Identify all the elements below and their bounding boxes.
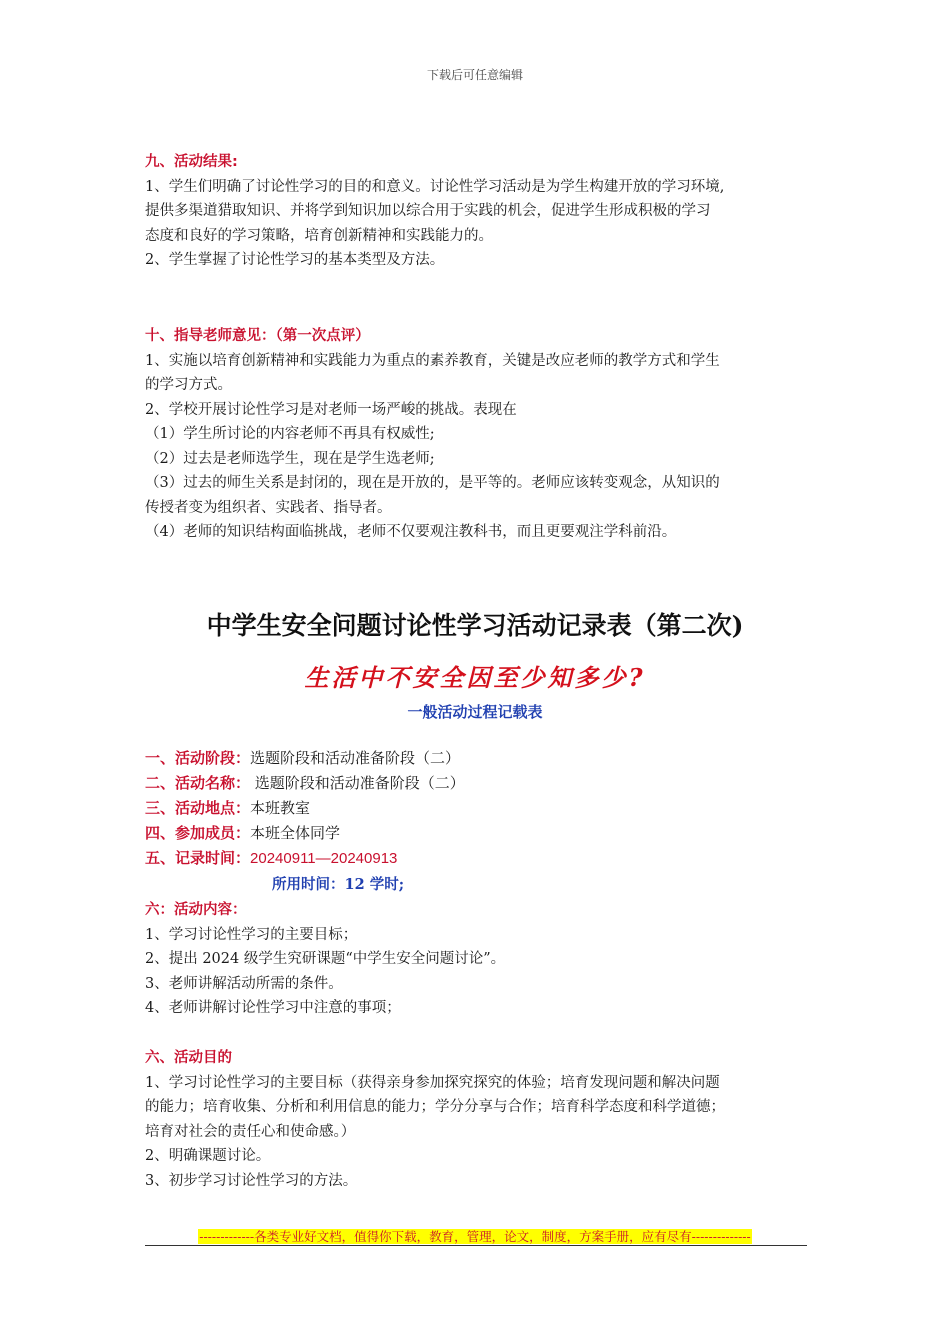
info-label: 一、活动阶段： (145, 749, 251, 767)
section-activity-content (145, 898, 810, 1021)
paragraph-line: （4）老师的知识结构面临挑战，老师不仅要观注教科书，而且更要观注学科前沿。 (145, 524, 677, 540)
document-title: 中学生安全问题讨论性学习活动记录表（第二次) (206, 611, 744, 640)
paragraph-line: 2、学校开展讨论性学习是对老师一场严峻的挑战。表现在 (145, 401, 517, 418)
paragraph-line: 培育对社会的责任心和使命感。） (145, 1123, 356, 1140)
section-heading: 六、活动目的 (145, 1050, 232, 1066)
info-value: 本班全体同学 (250, 824, 341, 842)
info-row (145, 746, 810, 771)
paragraph-line: 2、提出 2024 级学生究研课题“中学生安全问题讨论”。 (145, 951, 506, 967)
footer-text: -------------各类专业好文档，值得你下载，教育，管理，论文，制度，方案手册，应有尽有-------------- (199, 1229, 751, 1244)
info-row (145, 821, 810, 846)
paragraph-line: 传授者变为组织者、实践者、指导者。 (145, 499, 392, 516)
info-value: 选题阶段和活动准备阶段（二） (250, 749, 461, 767)
footer-divider (145, 1245, 807, 1246)
paragraph-line: 提供多渠道猎取知识、并将学到知识加以综合用于实践的机会，促进学生形成积极的学习 (145, 203, 711, 219)
paragraph-line: （2）过去是老师选学生，现在是学生选老师; (145, 450, 435, 467)
section-heading: 六：活动内容： (145, 902, 247, 918)
paragraph-line: 1、学习讨论性学习的主要目标； (145, 926, 358, 943)
section-teacher-opinion (145, 324, 810, 545)
document-subtitle: 生活中不安全因至少知多少? (304, 663, 646, 692)
paragraph-line: 态度和良好的学习策略，培育创新精神和实践能力的。 (145, 227, 493, 244)
paragraph-line: 2、学生掌握了讨论性学习的基本类型及方法。 (145, 252, 445, 268)
paragraph-line: 3、老师讲解活动所需的条件。 (145, 975, 343, 992)
paragraph-line: 2、明确课题讨论。 (145, 1148, 271, 1164)
paragraph-line: （3）过去的师生关系是封闭的，现在是开放的，是平等的。老师应该转变观念，从知识的 (145, 475, 720, 491)
paragraph-line: 1、学生们明确了讨论性学习的目的和意义。讨论性学习活动是为学生构建开放的学习环境, (145, 178, 725, 195)
paragraph-line: 1、实施以培育创新精神和实践能力为重点的素养教育，关键是改应老师的教学方式和学生 (145, 352, 720, 369)
info-row (145, 846, 810, 871)
paragraph-line: 4、老师讲解讨论性学习中注意的事项； (145, 1000, 401, 1016)
info-value: 20240911—20240913 (250, 850, 398, 867)
info-label: 三、活动地点： (145, 799, 251, 817)
page-footer (0, 1227, 950, 1245)
table-title: 一般活动过程记载表 (407, 703, 543, 721)
info-value: 选题阶段和活动准备阶段（二） (250, 774, 465, 792)
paragraph-line: 3、初步学习讨论性学习的方法。 (145, 1172, 358, 1189)
section-heading: 十、指导老师意见：（第一次点评） (145, 328, 370, 344)
activity-info (145, 746, 810, 871)
paragraph-line: 的学习方式。 (145, 377, 232, 393)
page-header: 下载后可任意编辑 (426, 68, 523, 82)
info-row (145, 771, 810, 796)
used-time: 所用时间：12 学时; (272, 876, 405, 893)
info-label: 二、活动名称： (145, 774, 251, 792)
paragraph-line: 1、学习讨论性学习的主要目标（获得亲身参加探究探究的体验；培育发现问题和解决问题 (145, 1074, 720, 1091)
paragraph-line: （1）学生所讨论的内容老师不再具有权威性; (145, 426, 435, 442)
section-activity-results (145, 150, 810, 273)
info-value: 本班教室 (250, 799, 311, 817)
section-activity-purpose (145, 1046, 810, 1193)
section-heading: 九、活动结果: (145, 154, 238, 170)
info-label: 四、参加成员： (145, 824, 251, 842)
paragraph-line: 的能力；培育收集、分析和利用信息的能力；学分分享与合作；培育科学态度和科学道德； (145, 1099, 725, 1115)
info-row (145, 796, 810, 821)
info-label: 五、记录时间： (145, 849, 251, 867)
